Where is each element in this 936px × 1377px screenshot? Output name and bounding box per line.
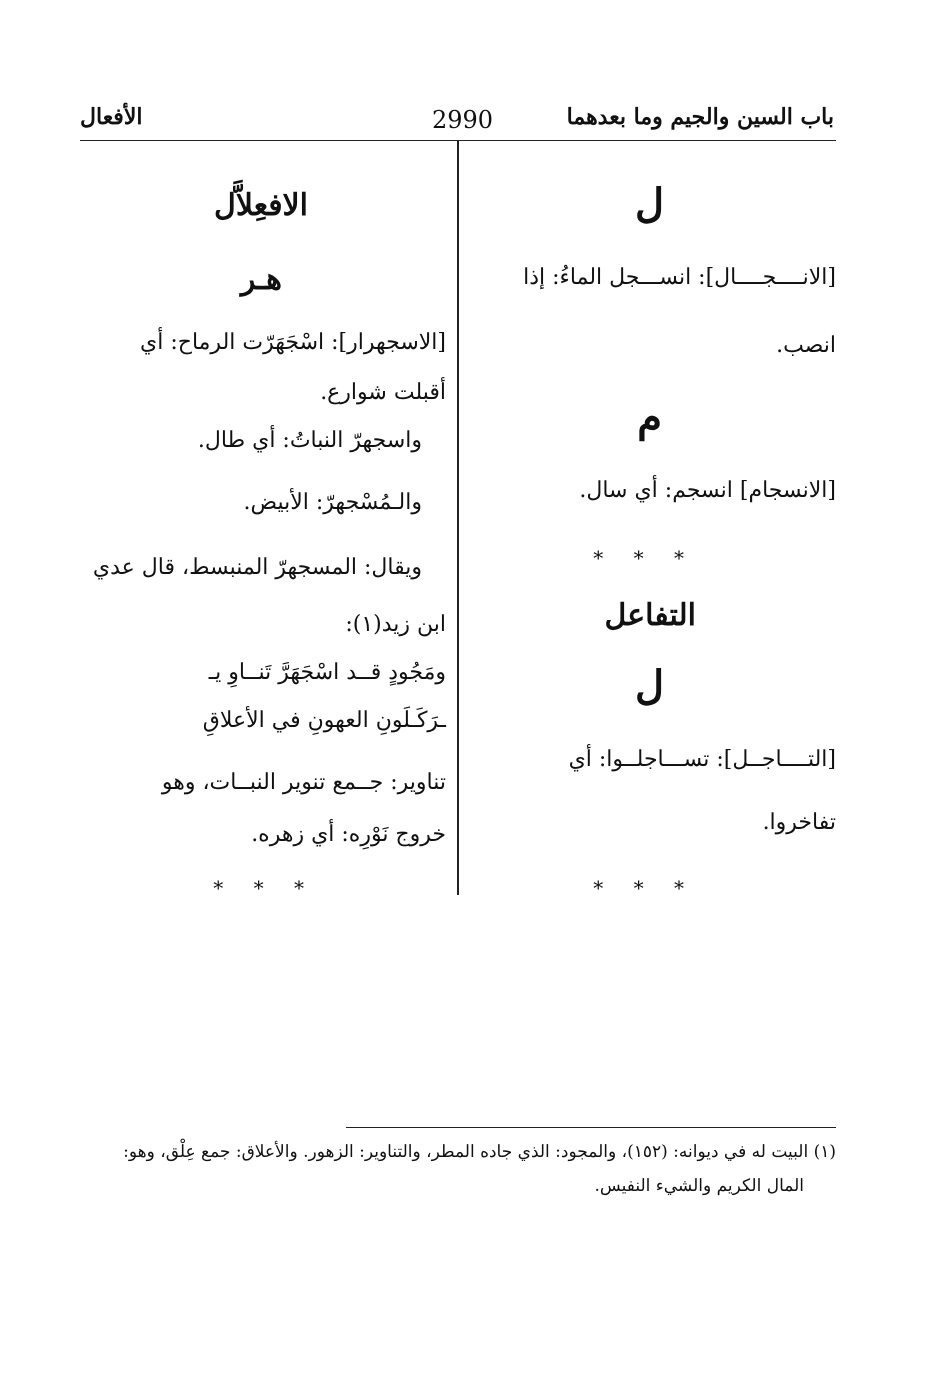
entry-tasajul-line: تفاخروا. [762,810,836,835]
entry-insijal-line: [الانــــجــــال]: انســـجل الماءُ: إذا [523,265,836,290]
section-heading-tafaul: التفاعل [604,598,696,633]
entry-line: خروج نَوْرِه: أي زهره. [251,822,446,847]
verse-line: ومَجُودٍ قــد اسْجَهَرَّ تَنــاوِ يـ [208,660,446,685]
letters-heading-ha-ra: هـر [240,262,282,297]
entry-line: تناوير: جــمع تنوير النبــات، وهو [161,770,446,795]
footnote-rule [346,1127,836,1128]
letter-heading-mim: م [637,394,662,441]
entry-isjihrar-line: أقبلت شوارع. [320,380,446,405]
footnote-line: المال الكريم والشيء النفيس. [594,1176,804,1196]
entry-line: ويقال: المسجهرّ المنبسط، قال عدي [92,555,422,580]
separator-stars: * * * [593,876,696,900]
chapter-title: باب السين والجيم وما بعدهما [566,104,834,130]
section-title: الأفعال [80,104,143,130]
letter-heading-lam: ل [634,662,664,709]
letter-heading-lam: ل [634,180,664,227]
entry-line: ابن زيد(١): [345,612,446,637]
section-heading-ifilal: الافعِلاَّل [214,188,308,223]
column-divider [457,140,459,895]
entry-line: واسجهرّ النباتُ: أي طال. [197,428,422,453]
entry-insijal-line: انصب. [776,333,836,358]
separator-stars: * * * [213,876,316,900]
entry-line: والـمُسْجهرّ: الأبيض. [243,490,422,515]
entry-insijam: [الانسجام] انسجم: أي سال. [579,478,836,503]
entry-tasajul-line: [التــــاجــل]: تســـاجلــوا: أي [568,747,836,772]
verse-line: ـرَكَـلَونِ العهونِ في الأعلاقِ [202,708,446,733]
page-number: 2990 [432,106,494,134]
footnote-line: (١) البيت له في ديوانه: (١٥٢)، والمجود: الذي جاده المطر، والتناوير: الزهور. والأعلاق: جمع عِلْق، وهو: [123,1142,836,1162]
separator-stars: * * * [593,546,696,570]
entry-isjihrar-line: [الاسجهرار]: اسْجَهَرّت الرماح: أي [140,330,446,355]
